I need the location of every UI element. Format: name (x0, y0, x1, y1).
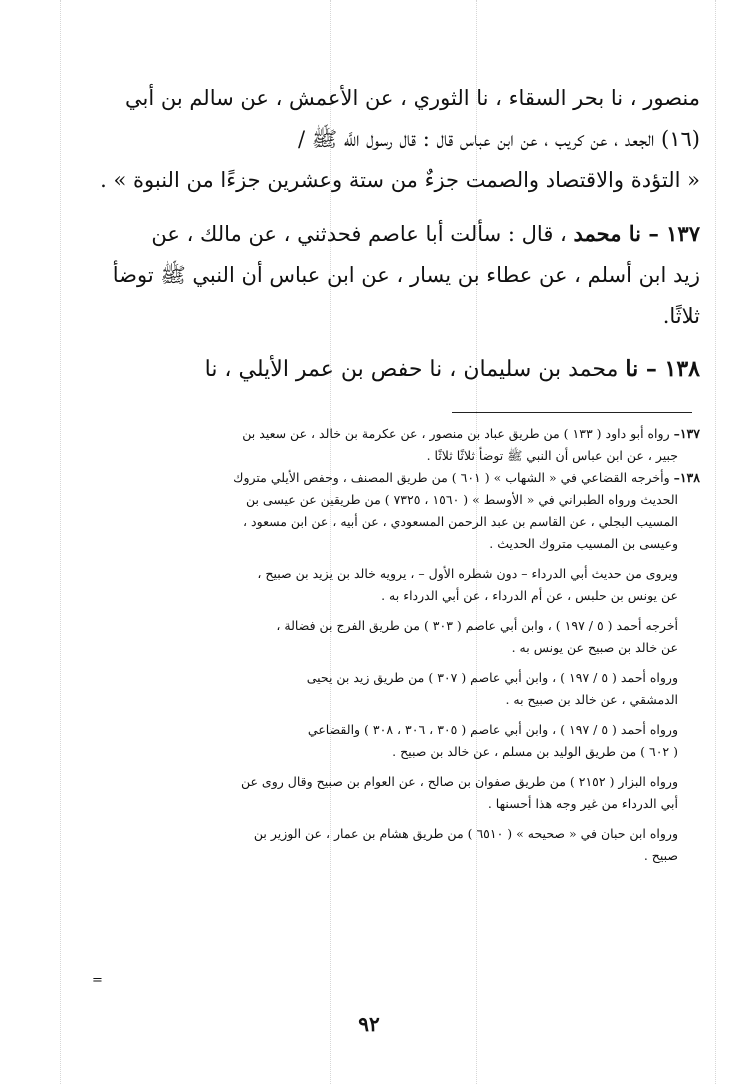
hadith-number: ١٣٧ – نا محمد (573, 221, 700, 246)
hadith-text: محمد بن سليمان ، نا حفص بن عمر الأيلي ، نا (204, 357, 619, 382)
footnote-line: جبير ، عن ابن عباس أن النبي ﷺ توضأ ثلاثًا ثلاثًا . (426, 448, 678, 463)
footnote-line: وعيسى بن المسيب متروك الحديث . (489, 536, 678, 551)
main-line: ثلاثًا. (662, 304, 700, 328)
continuation-mark: = (92, 973, 103, 988)
footnote-137 (84, 423, 700, 445)
footnote-paragraph: أخرجه أحمد ( ٥ / ١٩٧ ) ، وابن أبي عاصم ( ٣٠٣ ) من طريق الفرج بن فضالة ، (276, 618, 678, 633)
footnote-138 (84, 467, 700, 489)
hadith-number: ١٣٨ – نا (625, 356, 700, 382)
footnote-paragraph: ورواه أحمد ( ٥ / ١٩٧ ) ، وابن أبي عاصم ( ٣٠٧ ) من طريق زيد بن يحيى (306, 670, 678, 685)
footnote-paragraph: ورواه البزار ( ٢١٥٢ ) من طريق صفوان بن صالح ، عن العوام بن صبيح وقال روى عن (240, 774, 678, 789)
footnote-line: الحديث ورواه الطبراني في « الأوسط » ( ١٥٦٠ ، ٧٣٢٥ ) من طريقين عن عيسى بن (245, 492, 678, 507)
footnote-paragraph: ورواه أحمد ( ٥ / ١٩٧ ) ، وابن أبي عاصم ( ٣٠٥ ، ٣٠٦ ، ٣٠٨ ) والقضاعي (307, 722, 678, 737)
footnote-line: المسيب البجلي ، عن القاسم بن عبد الرحمن المسعودي ، عن أبيه ، عن ابن مسعود ، (243, 514, 678, 529)
footnote-paragraph: ويروى من حديث أبي الدرداء – دون شطره الأول – ، يرويه خالد بن يزيد بن صبيح ، (257, 566, 678, 581)
footnote-separator (452, 412, 692, 413)
hadith-text: ، قال : سألت أبا عاصم فحدثني ، عن مالك ، عن (151, 222, 567, 246)
book-page (84, 78, 700, 867)
scan-dotted-line (60, 0, 61, 1084)
footnote-number: ١٣٨– (673, 470, 700, 485)
footnote-paragraph: ورواه ابن حبان في « صحيحه » ( ٦٥١٠ ) من طريق هشام بن عمار ، عن الوزير بن (253, 826, 678, 841)
footnote-line: الدمشقي ، عن خالد بن صبيح به . (505, 692, 678, 707)
main-text (84, 78, 700, 390)
footnote-line: أبي الدرداء من غير وجه هذا أحسنها . (487, 796, 678, 811)
hadith-138 (84, 349, 700, 390)
footnotes (84, 423, 700, 867)
main-line: « التؤدة والاقتصاد والصمت جزءٌ من ستة وعشرين جزءًا من النبوة » . (100, 168, 700, 192)
footnote-text: رواه أبو داود ( ١٣٣ ) من طريق عباد بن منصور ، عن عكرمة بن خالد ، عن سعيد بن (242, 426, 670, 441)
footnote-line: ( ٦٠٢ ) من طريق الوليد بن مسلم ، عن خالد بن صبيح . (392, 744, 678, 759)
hadith-137 (84, 213, 700, 255)
footnote-line: عن يونس بن حلبس ، عن أم الدرداء ، عن أبي الدرداء به . (381, 588, 678, 603)
footnote-line: عن خالد بن صبيح عن يونس به . (511, 640, 678, 655)
main-line: منصور ، نا بحر السقاء ، نا الثوري ، عن الأعمش ، عن سالم بن أبي (124, 86, 700, 110)
page-number: ٩٢ (358, 1012, 380, 1036)
main-line: زيد ابن أسلم ، عن عطاء بن يسار ، عن ابن عباس أن النبي ﷺ توضأ (112, 263, 700, 287)
footnote-line: صبيح . (643, 848, 678, 863)
footnote-text: وأخرجه القضاعي في « الشهاب » ( ٦٠١ ) من طريق المصنف ، وحفص الأيلي متروك (233, 470, 670, 485)
footnote-number: ١٣٧– (673, 426, 700, 441)
scan-dotted-line (715, 0, 716, 1084)
main-line: (١٦) الجعد ، عن كريب ، عن ابن عباس قال : قال رسول اللَّه ﷺ / (297, 127, 700, 151)
